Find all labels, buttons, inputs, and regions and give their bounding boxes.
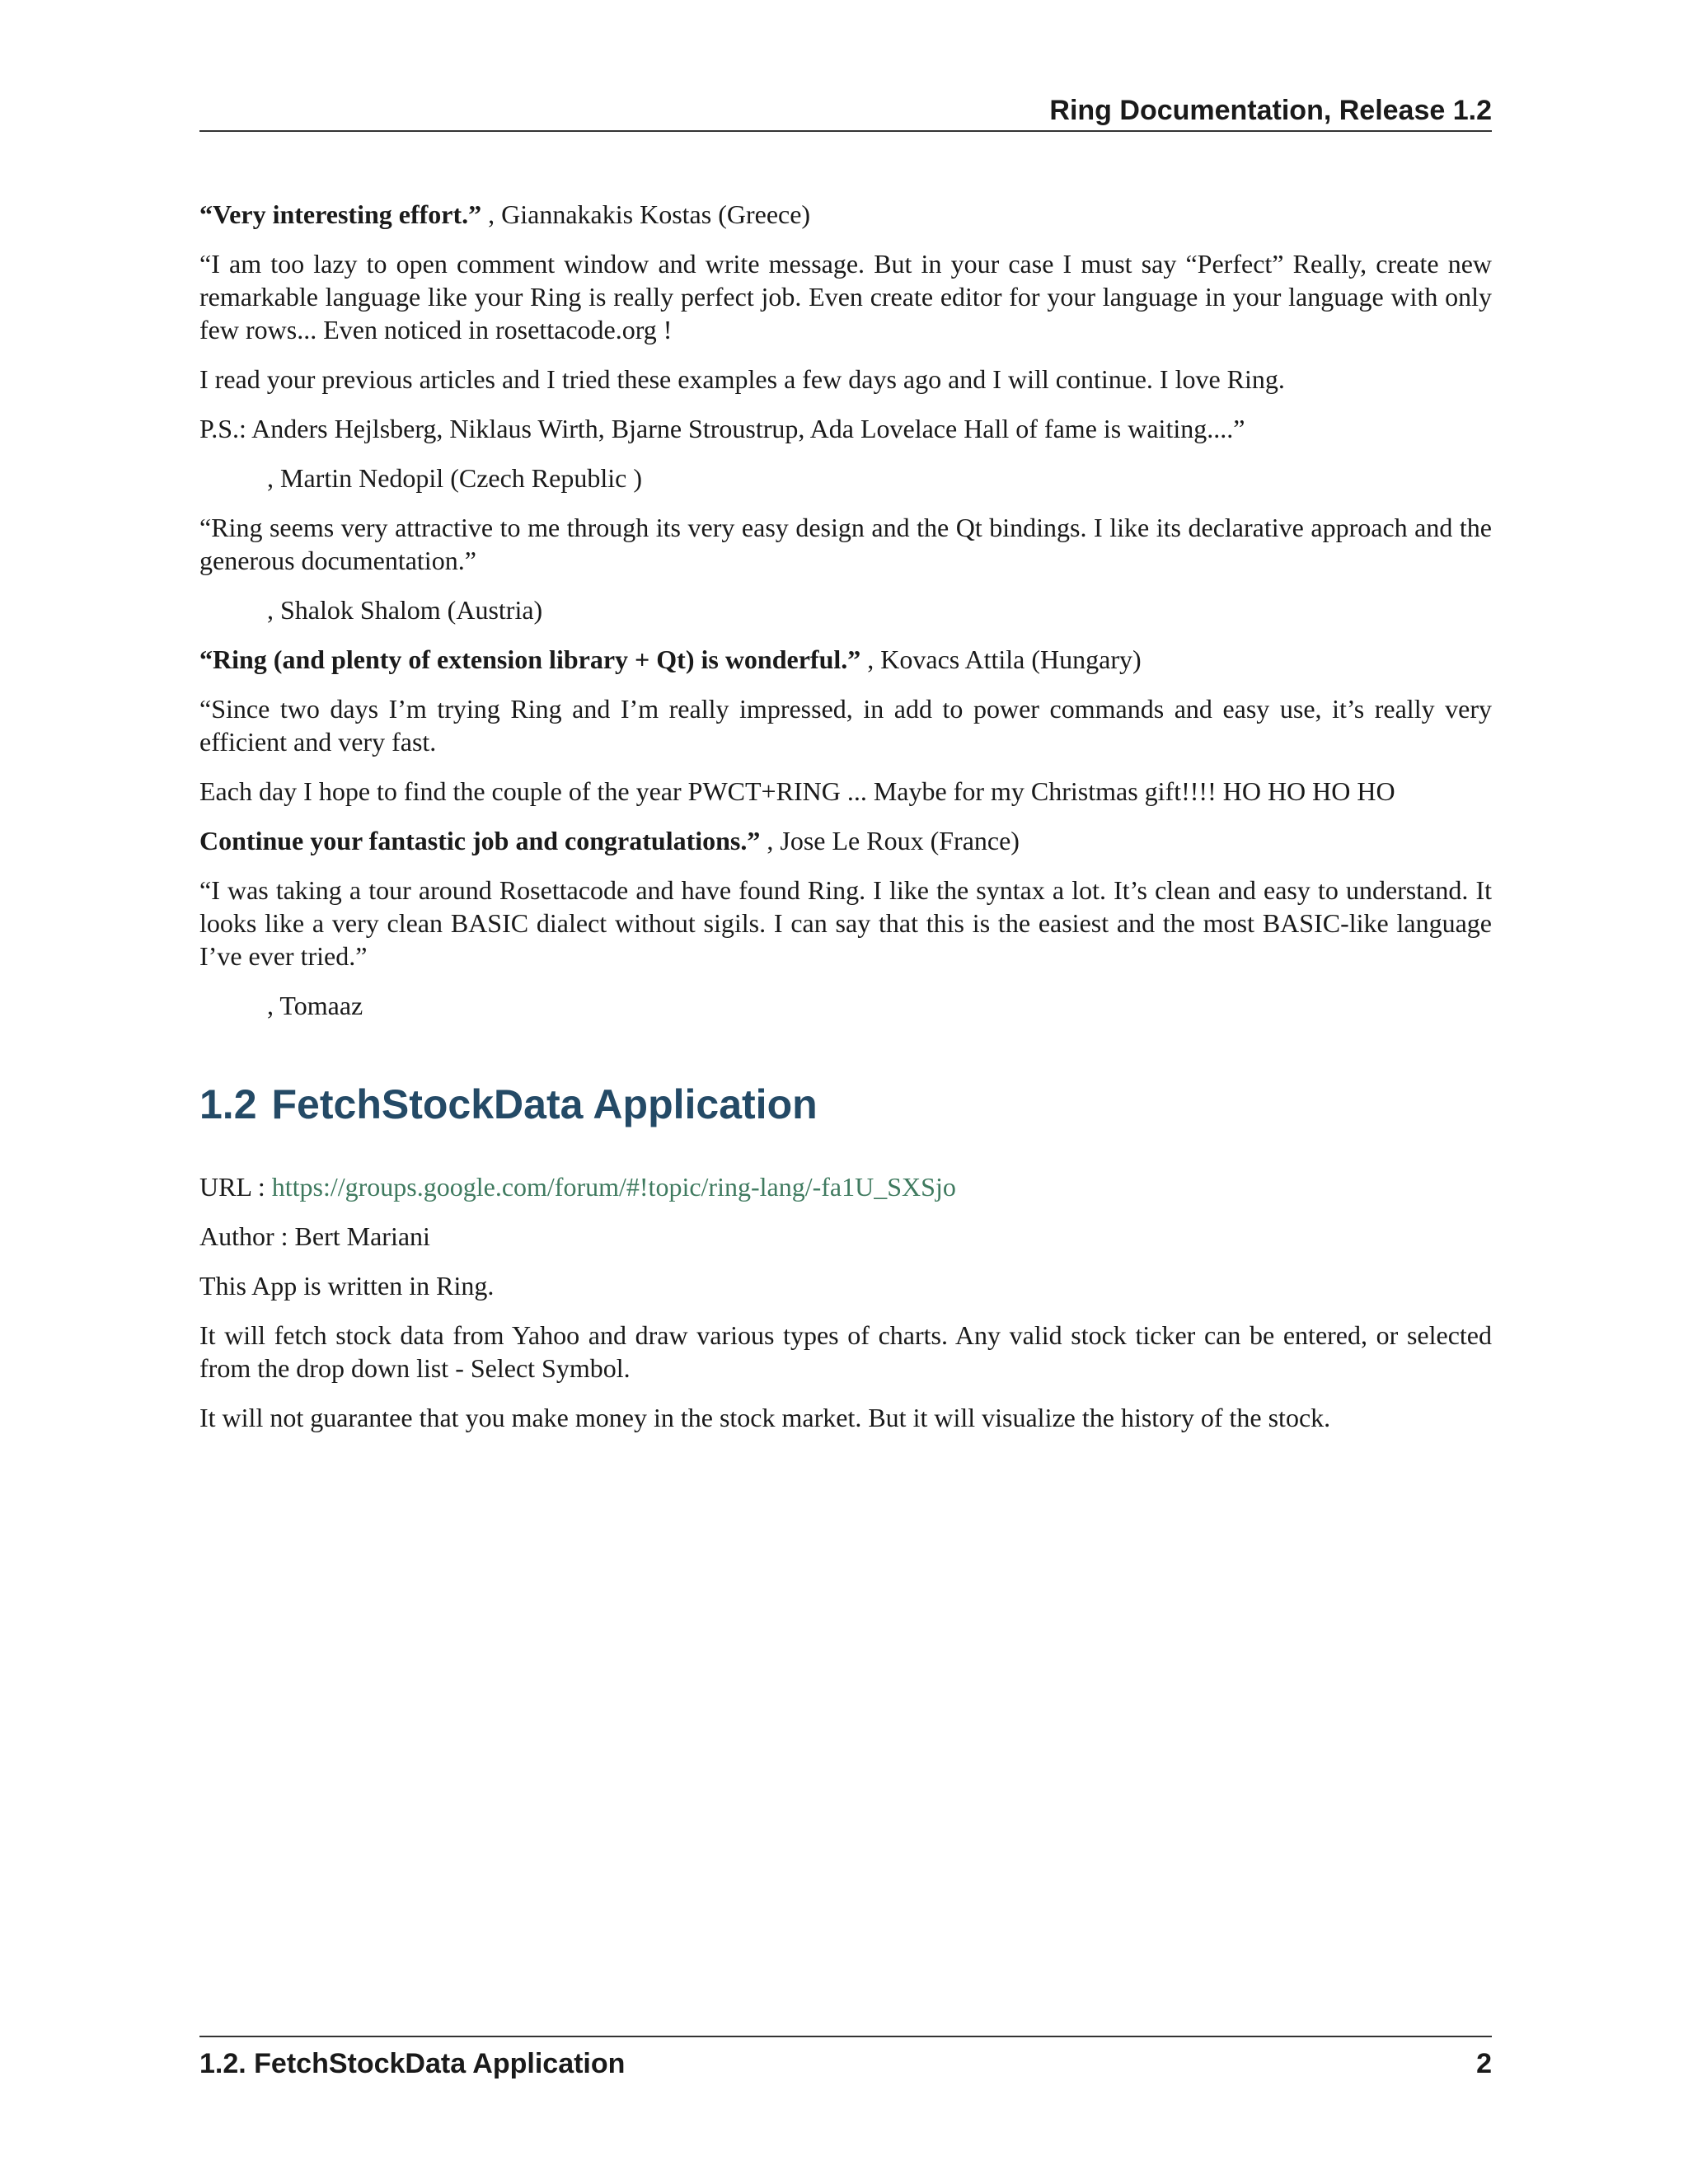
running-footer bbox=[199, 2036, 1492, 2082]
author-line: Author : Bert Mariani bbox=[199, 1221, 430, 1251]
testimonial-quote: Continue your fantastic job and congratulations.” bbox=[199, 826, 761, 855]
testimonial-kostas bbox=[199, 198, 1492, 231]
paragraph: “Since two days I’m trying Ring and I’m really impressed, in add to power commands and easy use, it’s really very efficient and very fast. bbox=[199, 694, 1492, 757]
testimonial-author: , Jose Le Roux (France) bbox=[760, 826, 1020, 855]
running-header bbox=[199, 92, 1492, 132]
footer-section-label: 1.2. FetchStockData Application bbox=[199, 2048, 626, 2079]
testimonial-quote: “Ring (and plenty of extension library + Qt) is wonderful.” bbox=[199, 644, 861, 674]
testimonial-kovacs bbox=[199, 643, 1492, 676]
url-label: URL : bbox=[199, 1172, 272, 1202]
testimonial-author: , Kovacs Attila (Hungary) bbox=[860, 644, 1142, 674]
section-heading bbox=[199, 1080, 1492, 1129]
header-doc-title: Ring Documentation, Release 1.2 bbox=[1049, 95, 1492, 126]
testimonial-author: , Tomaaz bbox=[267, 991, 363, 1020]
paragraph: I read your previous articles and I tried these examples a few days ago and I will continue. I love Ring. bbox=[199, 364, 1285, 394]
paragraph: “Ring seems very attractive to me through its very easy design and the Qt bindings. I like its declarative approach and the generous documentation.” bbox=[199, 513, 1492, 575]
forum-link[interactable]: https://groups.google.com/forum/#!topic/ring-lang/-fa1U_SXSjo bbox=[271, 1172, 956, 1202]
testimonial-author: , Shalok Shalom (Austria) bbox=[267, 595, 543, 625]
testimonial-author: , Giannakakis Kostas (Greece) bbox=[481, 199, 811, 229]
page-number: 2 bbox=[1476, 2048, 1492, 2079]
testimonial-quote: “Very interesting effort.” bbox=[199, 199, 482, 229]
paragraph: It will fetch stock data from Yahoo and draw various types of charts. Any valid stock ticker can be entered, or selected from the drop down list - Select Symbol. bbox=[199, 1320, 1492, 1383]
url-line bbox=[199, 1170, 1492, 1203]
testimonial-leroux bbox=[199, 824, 1492, 857]
paragraph: Each day I hope to find the couple of the year PWCT+RING ... Maybe for my Christmas gift!!!! HO HO HO HO bbox=[199, 776, 1395, 806]
testimonial-author: , Martin Nedopil (Czech Republic ) bbox=[267, 463, 642, 493]
paragraph: It will not guarantee that you make money in the stock market. But it will visualize the history of the stock. bbox=[199, 1403, 1331, 1432]
paragraph: This App is written in Ring. bbox=[199, 1271, 495, 1301]
section-number: 1.2 bbox=[199, 1081, 257, 1127]
paragraph: P.S.: Anders Hejlsberg, Niklaus Wirth, Bjarne Stroustrup, Ada Lovelace Hall of fame is waiting....” bbox=[199, 414, 1245, 443]
paragraph: “I am too lazy to open comment window and write message. But in your case I must say “Perfect” Really, create new remarkable language like your Ring is really perfect job. Even create editor for your language in your language with only few rows... Even noticed in rosettacode.org ! bbox=[199, 249, 1492, 344]
main-content bbox=[199, 198, 1492, 1451]
paragraph: “I was taking a tour around Rosettacode and have found Ring. I like the syntax a lot. It’s clean and easy to understand. It looks like a very clean BASIC dialect without sigils. I can say that this is the easiest and the most BASIC-like language I’ve ever tried.” bbox=[199, 875, 1492, 971]
section-title: FetchStockData Application bbox=[271, 1081, 818, 1127]
